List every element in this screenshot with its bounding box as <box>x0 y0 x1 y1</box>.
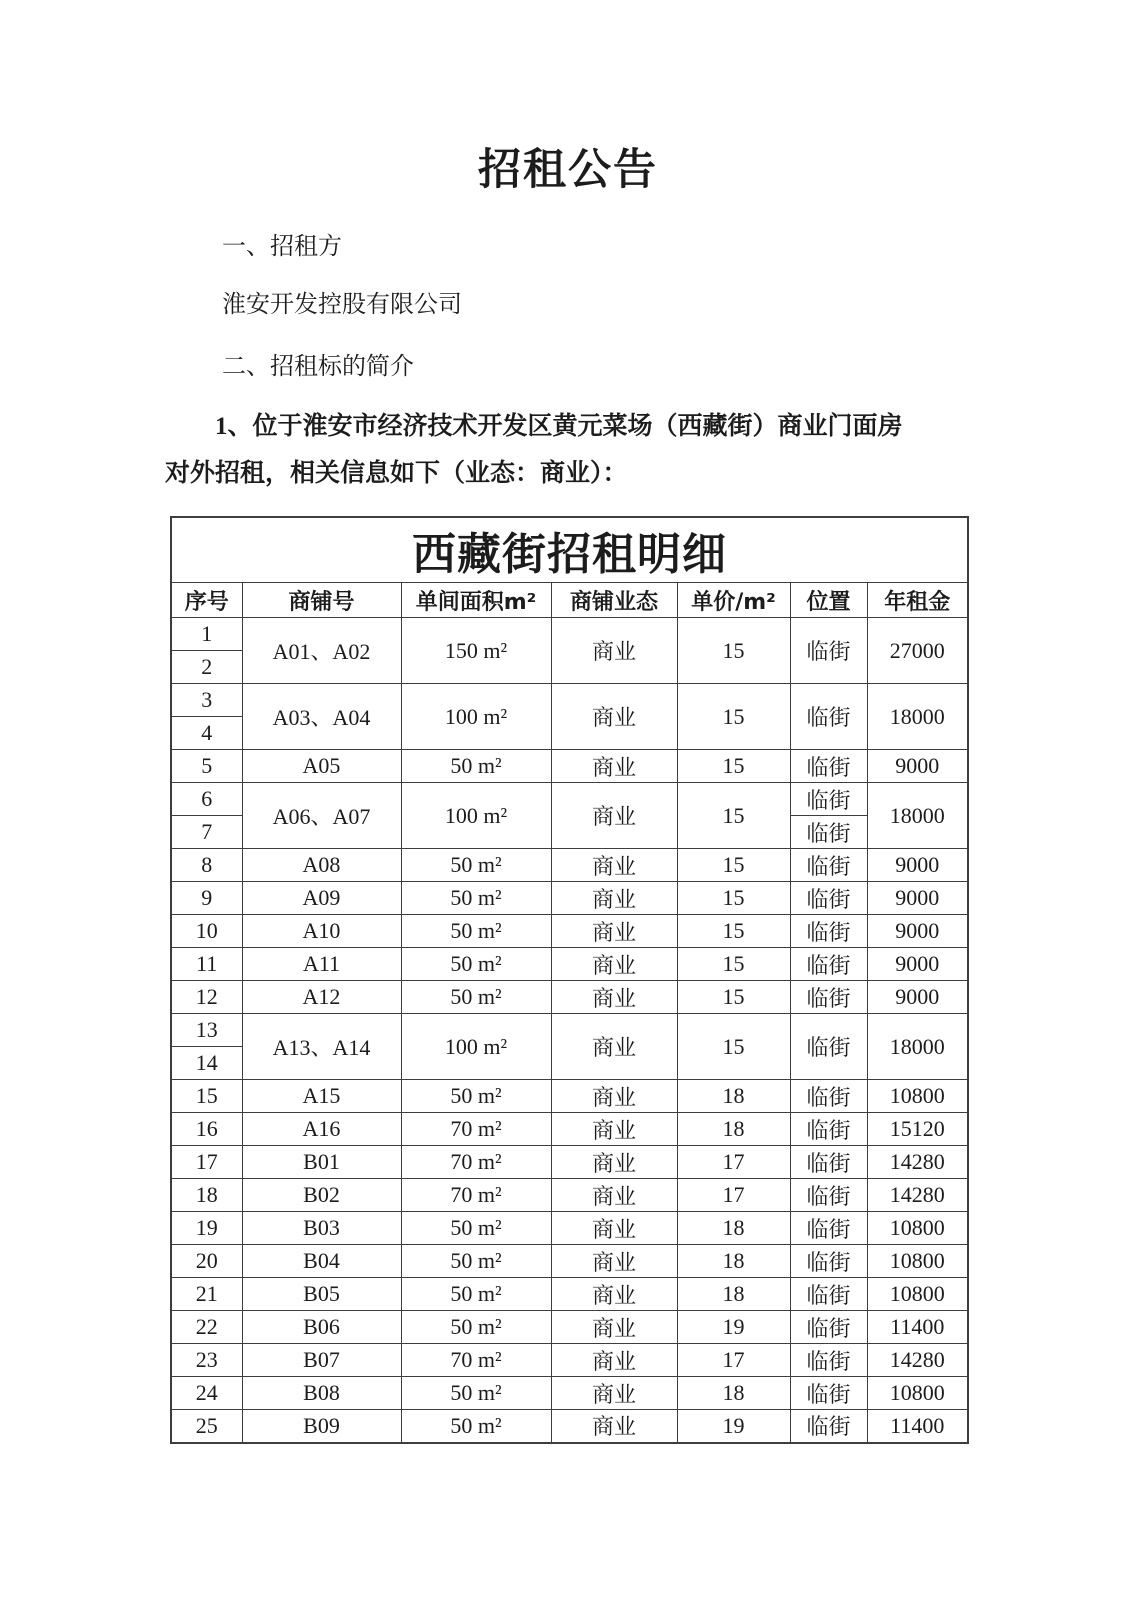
table-cell: 16 <box>171 1113 242 1146</box>
table-cell: 18 <box>677 1212 790 1245</box>
table-cell: 临街 <box>790 684 867 750</box>
table-row <box>171 1080 968 1113</box>
header-cell: 位置 <box>790 583 867 618</box>
table-cell: 临街 <box>790 1410 867 1443</box>
table-cell: A12 <box>242 981 401 1014</box>
table-header-row <box>171 583 968 618</box>
table-cell: 临街 <box>790 849 867 882</box>
table-cell: 商业 <box>551 981 677 1014</box>
table-title-row <box>171 517 968 583</box>
table-cell: 15 <box>677 1014 790 1080</box>
table-cell: B08 <box>242 1377 401 1410</box>
table-cell: 12 <box>171 981 242 1014</box>
table-cell: 18000 <box>867 783 968 849</box>
table-cell: 10800 <box>867 1080 968 1113</box>
table-cell: 9000 <box>867 750 968 783</box>
table-cell: 70 m² <box>401 1113 551 1146</box>
table-cell: 9000 <box>867 849 968 882</box>
table-row <box>171 1212 968 1245</box>
page-title: 招租公告 <box>478 147 658 194</box>
table-cell: 临街 <box>790 948 867 981</box>
table-cell: 3 <box>171 684 242 717</box>
header-cell: 单价/m² <box>677 583 790 618</box>
table-cell: B01 <box>242 1146 401 1179</box>
table-cell: 50 m² <box>401 1377 551 1410</box>
table-cell: 150 m² <box>401 618 551 684</box>
table-cell: 临街 <box>790 1245 867 1278</box>
table-row <box>171 915 968 948</box>
table-cell: 17 <box>677 1146 790 1179</box>
intro-paragraph-line-2: 对外招租，相关信息如下（业态：商业）： <box>165 460 628 487</box>
table-cell: 18 <box>677 1080 790 1113</box>
table-cell: 商业 <box>551 948 677 981</box>
table-row <box>171 1245 968 1278</box>
table-cell: A13、A14 <box>242 1014 401 1080</box>
table-row <box>171 1014 968 1047</box>
table-cell: 50 m² <box>401 1245 551 1278</box>
table-cell: 18 <box>171 1179 242 1212</box>
table-cell: 50 m² <box>401 1410 551 1443</box>
table-cell: 商业 <box>551 1311 677 1344</box>
table-cell: 10800 <box>867 1212 968 1245</box>
table-cell: 9000 <box>867 948 968 981</box>
table-cell: 21 <box>171 1278 242 1311</box>
table-cell: 19 <box>677 1311 790 1344</box>
table-cell: 25 <box>171 1410 242 1443</box>
header-cell: 年租金 <box>867 583 968 618</box>
table-cell: 10 <box>171 915 242 948</box>
table-cell: A05 <box>242 750 401 783</box>
table-row <box>171 1377 968 1410</box>
table-cell: 9 <box>171 882 242 915</box>
table-row <box>171 783 968 816</box>
table-cell: 商业 <box>551 1410 677 1443</box>
table-cell: 18 <box>677 1113 790 1146</box>
table-cell: 50 m² <box>401 1311 551 1344</box>
table-cell: 临街 <box>790 618 867 684</box>
table-cell: 临街 <box>790 1014 867 1080</box>
table-cell: 10800 <box>867 1245 968 1278</box>
table-cell: 14280 <box>867 1344 968 1377</box>
table-cell: 商业 <box>551 915 677 948</box>
section-1-heading: 一、招租方 <box>222 234 342 260</box>
header-cell: 序号 <box>171 583 242 618</box>
table-title: 西藏街招租明细 <box>171 517 968 583</box>
table-cell: 临街 <box>790 981 867 1014</box>
intro-paragraph-line-1: 1、位于淮安市经济技术开发区黄元菜场（西藏街）商业门面房 <box>215 413 903 440</box>
table-cell: 13 <box>171 1014 242 1047</box>
table-row <box>171 1179 968 1212</box>
table-cell: 临街 <box>790 1146 867 1179</box>
lessor-name: 淮安开发控股有限公司 <box>222 292 462 318</box>
table-cell: 商业 <box>551 783 677 849</box>
table-cell: 27000 <box>867 618 968 684</box>
table-cell: 20 <box>171 1245 242 1278</box>
table-cell: 17 <box>171 1146 242 1179</box>
table-cell: A11 <box>242 948 401 981</box>
table-cell: 23 <box>171 1344 242 1377</box>
table-cell: 10800 <box>867 1377 968 1410</box>
table-cell: 临街 <box>790 1113 867 1146</box>
table-cell: 19 <box>677 1410 790 1443</box>
table-cell: 5 <box>171 750 242 783</box>
table-cell: 11 <box>171 948 242 981</box>
table-row <box>171 948 968 981</box>
table-cell: 临街 <box>790 1179 867 1212</box>
table-cell: 商业 <box>551 1278 677 1311</box>
table-cell: 商业 <box>551 1146 677 1179</box>
table-cell: 17 <box>677 1344 790 1377</box>
table-cell: 14280 <box>867 1179 968 1212</box>
table-cell: 15 <box>677 882 790 915</box>
table-row <box>171 618 968 651</box>
table-cell: 临街 <box>790 1212 867 1245</box>
table-row <box>171 1113 968 1146</box>
table-row <box>171 750 968 783</box>
table-cell: 50 m² <box>401 750 551 783</box>
table-cell: 15120 <box>867 1113 968 1146</box>
table-cell: 15 <box>677 915 790 948</box>
table-cell: 9000 <box>867 915 968 948</box>
table-cell: 70 m² <box>401 1179 551 1212</box>
table-cell: 15 <box>677 849 790 882</box>
table-cell: 70 m² <box>401 1146 551 1179</box>
table-cell: 商业 <box>551 1179 677 1212</box>
table-cell: A03、A04 <box>242 684 401 750</box>
table-cell: 15 <box>677 948 790 981</box>
table-cell: 商业 <box>551 750 677 783</box>
table-cell: 商业 <box>551 1212 677 1245</box>
table-cell: A08 <box>242 849 401 882</box>
table-cell: 商业 <box>551 1080 677 1113</box>
table-cell: 商业 <box>551 1344 677 1377</box>
table-cell: 15 <box>677 618 790 684</box>
table-cell: 15 <box>677 684 790 750</box>
table-row <box>171 1344 968 1377</box>
table-cell: 临街 <box>790 1080 867 1113</box>
table-cell: 15 <box>171 1080 242 1113</box>
table-row <box>171 882 968 915</box>
table-cell: 商业 <box>551 1377 677 1410</box>
table-cell: 50 m² <box>401 1212 551 1245</box>
table-cell: 18000 <box>867 684 968 750</box>
table-cell: 商业 <box>551 618 677 684</box>
table-cell: 18 <box>677 1245 790 1278</box>
header-cell: 商铺业态 <box>551 583 677 618</box>
table-row <box>171 684 968 717</box>
table-cell: 11400 <box>867 1311 968 1344</box>
table-cell: A15 <box>242 1080 401 1113</box>
table-cell: A01、A02 <box>242 618 401 684</box>
table-cell: 18 <box>677 1377 790 1410</box>
table-cell: 17 <box>677 1179 790 1212</box>
table-cell: 11400 <box>867 1410 968 1443</box>
section-2-heading: 二、招租标的简介 <box>222 354 414 380</box>
table-cell: 临街 <box>790 750 867 783</box>
table-row <box>171 1146 968 1179</box>
table-row <box>171 1311 968 1344</box>
table-cell: 15 <box>677 981 790 1014</box>
table-cell: 50 m² <box>401 1278 551 1311</box>
table-cell: 商业 <box>551 849 677 882</box>
table-cell: 临街 <box>790 816 867 849</box>
table-cell: 4 <box>171 717 242 750</box>
table-cell: 15 <box>677 783 790 849</box>
table-cell: 1 <box>171 618 242 651</box>
table-cell: 100 m² <box>401 1014 551 1080</box>
table-cell: B07 <box>242 1344 401 1377</box>
table-cell: B02 <box>242 1179 401 1212</box>
table-cell: 临街 <box>790 882 867 915</box>
table-cell: B03 <box>242 1212 401 1245</box>
table-cell: 15 <box>677 750 790 783</box>
table-cell: 24 <box>171 1377 242 1410</box>
table-cell: 临街 <box>790 1344 867 1377</box>
table-cell: 8 <box>171 849 242 882</box>
table-cell: 临街 <box>790 783 867 816</box>
table-cell: 商业 <box>551 1113 677 1146</box>
table-cell: 100 m² <box>401 684 551 750</box>
table-cell: 7 <box>171 816 242 849</box>
rental-detail-table <box>170 516 969 1444</box>
table-cell: 2 <box>171 651 242 684</box>
table-cell: 70 m² <box>401 1344 551 1377</box>
table-cell: 临街 <box>790 1311 867 1344</box>
table-cell: A09 <box>242 882 401 915</box>
table-cell: 18 <box>677 1278 790 1311</box>
header-cell: 单间面积m² <box>401 583 551 618</box>
table-cell: 商业 <box>551 1014 677 1080</box>
table-row <box>171 1278 968 1311</box>
table-cell: A16 <box>242 1113 401 1146</box>
table-cell: 18000 <box>867 1014 968 1080</box>
table-cell: 50 m² <box>401 981 551 1014</box>
table-cell: A06、A07 <box>242 783 401 849</box>
table-cell: 50 m² <box>401 948 551 981</box>
table-cell: 10800 <box>867 1278 968 1311</box>
table-row <box>171 849 968 882</box>
table-cell: 临街 <box>790 1278 867 1311</box>
table-cell: 50 m² <box>401 1080 551 1113</box>
table-cell: 商业 <box>551 684 677 750</box>
table-row <box>171 981 968 1014</box>
table-cell: 14280 <box>867 1146 968 1179</box>
table-cell: 临街 <box>790 915 867 948</box>
table-cell: B09 <box>242 1410 401 1443</box>
table-cell: 9000 <box>867 882 968 915</box>
table-cell: 100 m² <box>401 783 551 849</box>
table-cell: 商业 <box>551 882 677 915</box>
table-cell: 50 m² <box>401 849 551 882</box>
table-cell: B05 <box>242 1278 401 1311</box>
table-cell: B04 <box>242 1245 401 1278</box>
table-cell: 50 m² <box>401 915 551 948</box>
table-cell: 50 m² <box>401 882 551 915</box>
table-cell: 6 <box>171 783 242 816</box>
table-row <box>171 1410 968 1443</box>
table-cell: 临街 <box>790 1377 867 1410</box>
table-cell: 9000 <box>867 981 968 1014</box>
header-cell: 商铺号 <box>242 583 401 618</box>
table-body <box>171 618 968 1443</box>
table-cell: A10 <box>242 915 401 948</box>
table-cell: 商业 <box>551 1245 677 1278</box>
table-cell: 19 <box>171 1212 242 1245</box>
table-cell: 22 <box>171 1311 242 1344</box>
table-cell: B06 <box>242 1311 401 1344</box>
table-cell: 14 <box>171 1047 242 1080</box>
